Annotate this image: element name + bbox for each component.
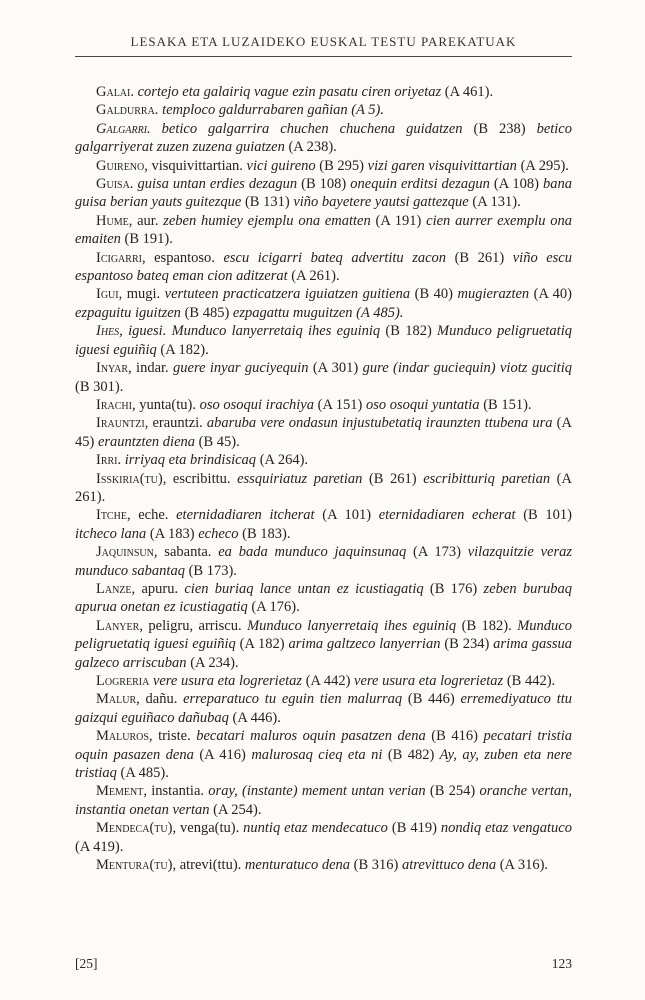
entry-segment: irriyaq eta brindisicaq (121, 452, 260, 469)
entry-segment: (A 442) (305, 673, 351, 689)
dictionary-entry (75, 322, 572, 359)
dictionary-entry (75, 819, 572, 856)
entry-segment: viño bayetere yautsi gattezque (289, 194, 473, 211)
entry-segment: (B 108) (301, 176, 347, 193)
entry-segment: Inyar (96, 360, 129, 377)
entry-segment: Hume (96, 212, 129, 229)
entry-segment: , indar. (128, 360, 174, 377)
entry-segment: nondiq etaz vengatuco (436, 820, 572, 837)
entry-segment: betico galgarriyerat zuzen zuzena guiatzen (75, 120, 572, 156)
entry-segment: guere inyar guciyequin (173, 360, 313, 377)
entry-segment: (A 301) (312, 360, 359, 377)
dictionary-entry (75, 451, 572, 469)
entry-segment: , espantoso. (141, 249, 224, 266)
entry-segment: , yunta(tu). (131, 396, 200, 413)
entry-segment: escribitturiq paretian (416, 470, 557, 487)
entry-segment: abaruba vere ondasun injustubetatiq iraunzten ttubena ura (206, 415, 557, 432)
entry-segment: Munduco peligruetatiq iguesi eguiñiq (75, 617, 572, 653)
dictionary-entry (75, 727, 572, 782)
entry-segment: (A 234). (190, 654, 239, 671)
entry-segment: Guisa. (96, 176, 134, 193)
header-rule (75, 56, 572, 57)
entry-segment: (A 151) (317, 396, 363, 413)
entry-segment: (B 254) (429, 783, 476, 800)
entry-segment: erreparatuco tu eguin tien malurraq (183, 691, 408, 708)
entry-segment: Igui (96, 286, 119, 303)
entry-segment: (B 316) (353, 857, 399, 874)
entry-segment: erremediyatuco ttu gaizqui eguiñaco dañubaq (75, 691, 572, 726)
page-header (75, 0, 572, 57)
entry-segment: itcheco lana (75, 525, 150, 542)
dictionary-entry (75, 83, 572, 101)
entry-segment: (A 416) (199, 746, 246, 763)
entry-segment: Irachi (96, 396, 132, 413)
entry-segment: , instantia. (143, 783, 209, 800)
entry-segment: (A 485). (120, 765, 169, 782)
entry-segment: vizi garen visquivittartian (364, 157, 521, 174)
entry-segment: (A 446). (232, 709, 281, 726)
entry-segment: (B 173). (188, 562, 237, 579)
entry-segment: , atrevi(ttu). (172, 857, 245, 874)
entry-segment: arima galtzeco lanyerrian (284, 636, 445, 653)
dictionary-entry (75, 396, 572, 414)
entry-segment: , venga(tu). (172, 820, 244, 837)
entry-segment: menturatuco dena (244, 857, 354, 874)
entry-segment: (B 45). (198, 433, 240, 450)
dictionary-entry (75, 285, 572, 322)
entry-segment: (A 101) (322, 507, 372, 524)
entry-segment: eternidadiaren echerat (371, 507, 524, 524)
entry-segment: (A 173) (413, 544, 461, 561)
dictionary-entry (75, 672, 572, 690)
entry-segment: oranche vertan, instantia onetan vertan (75, 783, 572, 818)
dictionary-entry (75, 580, 572, 617)
dictionary-entry (75, 212, 572, 249)
entry-segment: (A 316). (499, 857, 549, 874)
entry-segment: , mugi. (118, 286, 165, 303)
entry-segment: gure (indar guciequin) viotz gucitiq (358, 360, 572, 377)
entry-segment: (B 234) (444, 636, 490, 653)
entry-segment: (B 182) (385, 323, 432, 340)
entry-segment: (A 261). (291, 268, 340, 285)
entry-segment: cortejo eta galairiq vague ezin pasatu ciren oriyetaz (133, 84, 445, 100)
dictionary-entry (75, 506, 572, 543)
entry-segment: nuntiq etaz mendecatuco (243, 820, 392, 837)
dictionary-entry (75, 617, 572, 672)
signature-number: [25] (75, 956, 98, 971)
page-number: 123 (551, 956, 572, 971)
entry-segment: Icigarri (96, 249, 142, 266)
dictionary-entry (75, 543, 572, 580)
entry-segment: (A 182). (160, 341, 209, 358)
entry-segment: Mendeca(tu) (96, 820, 173, 837)
entry-segment: (B 485) (184, 304, 230, 321)
entry-segment: Mement (96, 783, 144, 800)
entry-segment: Isskiria(tu) (96, 470, 163, 487)
entry-segment: atrevittuco dena (398, 857, 500, 874)
entry-segment: (B 40) (414, 286, 453, 303)
entry-segment: (B 419) (391, 820, 437, 837)
entry-segment: (A 183) (149, 525, 195, 542)
entry-segment: (B 238) (473, 120, 526, 137)
entry-segment: Munduco peligruetatiq iguesi eguiñiq (75, 323, 572, 358)
entry-segment: Irauntzi (96, 415, 145, 432)
entry-segment: oso osoqui irachiya (199, 396, 318, 413)
entry-segment: mugierazten (452, 286, 534, 303)
entry-segment: (B 191). (124, 231, 173, 248)
entry-segment: Jaquinsun (96, 544, 154, 561)
entry-segment: ea bada munduco jaquinsunaq (218, 544, 414, 561)
entry-segment: (A 238). (288, 139, 337, 156)
entry-segment: guisa untan erdies dezagun (133, 176, 302, 193)
entry-segment: , apuru. (131, 580, 185, 597)
entry-segment: pecatari tristia oquin pasazen dena (75, 728, 572, 763)
dictionary-entry (75, 101, 572, 119)
entry-segment: , aur. (128, 212, 164, 229)
entry-segment: , eche. (126, 507, 177, 524)
entry-segment: vertuteen practicatzera iguiatzen guitiena (164, 286, 415, 303)
entry-segment: vici guireno (246, 157, 320, 174)
entry-segment: Maluros (96, 728, 149, 745)
entry-segment: oray, (instante) mement untan verian (208, 783, 430, 800)
dictionary-entry (75, 856, 572, 874)
entry-segment: (A 261). (75, 470, 572, 505)
entries (75, 83, 572, 874)
entry-segment: zeben burubaq apurua onetan ez icustiagatiq (75, 580, 572, 616)
dictionary-entry (75, 120, 572, 157)
entry-segment: (A 419). (75, 838, 124, 855)
entry-segment: zeben humiey ejemplu ona ematten (163, 212, 376, 229)
running-head-title: LESAKA ETA LUZAIDEKO EUSKAL TESTU PAREKATUAK (130, 34, 517, 49)
entry-segment: (A 182) (239, 636, 285, 653)
entry-segment: , escribittu. (162, 470, 238, 487)
entry-segment: Itche (96, 507, 127, 524)
entry-segment: Galai. (96, 84, 134, 100)
entry-segment: , erauntzi. (144, 415, 207, 432)
entry-segment: (B 442). (506, 673, 556, 689)
entry-segment: (B 101) (523, 507, 572, 524)
entry-segment: Munduco lanyerretaiq ihes eguiniq (247, 617, 462, 634)
entry-segment: viño escu espantoso bateq eman cion aditzerat (75, 249, 572, 285)
entry-segment: (A 461). (444, 84, 494, 100)
entry-segment: essquiriatuz paretian (237, 470, 369, 487)
entry-segment: malurosaq cieq eta ni (245, 746, 388, 763)
entry-segment: becatari maluros oquin pasatzen dena (196, 728, 432, 745)
dictionary-entry (75, 249, 572, 286)
entry-segment: (B 261) (454, 249, 505, 266)
entry-segment: (B 301). (75, 378, 124, 395)
entry-segment: ezpagattu muguitzen (A 485). (229, 304, 404, 321)
entry-segment: (B 151). (483, 396, 532, 413)
entry-segment: arima gassua galzeco arriscuban (75, 636, 572, 671)
entry-segment: Mentura(tu) (96, 857, 173, 874)
dictionary-entry (75, 359, 572, 396)
entry-segment: , triste. (148, 728, 197, 745)
entry-segment: onequin erditsi dezagun (346, 176, 494, 193)
entry-segment: , iguesi. Munduco lanyerretaiq ihes eguiniq (119, 323, 386, 340)
entry-segment: cien aurrer exemplu ona emaiten (75, 212, 572, 248)
entry-segment: Ihes (96, 323, 120, 340)
dictionary-entry (75, 782, 572, 819)
entry-segment: Ay, ay, zuben eta nere tristiaq (75, 746, 572, 782)
entry-segment: (B 295) (319, 157, 365, 174)
dictionary-entry (75, 175, 572, 212)
entry-segment: vere usura eta logrerietaz (350, 673, 507, 689)
dictionary-entry (75, 690, 572, 727)
entry-segment: (B 416) (431, 728, 478, 745)
entry-segment: (A 295). (520, 157, 569, 174)
entry-segment: eternidadiaren itcherat (176, 507, 323, 524)
entry-segment: (B 261) (368, 470, 417, 487)
entry-segment: betico galgarrira chuchen chuchena guidatzen (150, 120, 474, 137)
entry-segment: (B 446) (407, 691, 455, 708)
dictionary-entry (75, 414, 572, 451)
entry-segment: (B 182). (461, 617, 512, 634)
entry-segment: (B 176) (429, 580, 478, 597)
entry-segment: Lanze (96, 580, 132, 597)
entry-segment: (A 131). (472, 194, 521, 211)
entry-segment: vilazquitzie veraz munduco sabantaq (75, 544, 572, 579)
entry-segment: Irri. (96, 452, 122, 469)
entry-segment: Galdurra. (96, 102, 159, 119)
entry-segment: (A 191) (375, 212, 422, 229)
entry-segment: (B 131) (244, 194, 290, 211)
entry-segment: Logreria (96, 673, 150, 689)
entry-segment: , sabanta. (153, 544, 219, 561)
entry-segment: bana guisa berian yauts guitezque (75, 176, 572, 211)
entry-segment: oso osoqui yuntatia (362, 396, 484, 413)
entry-segment: (B 482) (387, 746, 435, 763)
entry-segment: , peligru, arriscu. (139, 617, 248, 634)
entry-segment: , visquivittartian. (144, 157, 247, 174)
entry-segment: , dañu. (136, 691, 184, 708)
entry-segment: echeco (194, 525, 243, 542)
entry-segment: escu icigarri bateq advertitu zacon (223, 249, 455, 266)
entry-segment: (A 108) (493, 176, 539, 193)
entry-segment: Malur (96, 691, 137, 708)
entry-segment: erauntzten diena (94, 433, 199, 450)
entry-segment: (A 40) (533, 286, 572, 303)
entry-segment: temploco galdurrabaren gañian (A 5). (158, 102, 384, 119)
page-footer (75, 956, 572, 972)
dictionary-entry (75, 157, 572, 175)
entry-segment: (A 264). (259, 452, 309, 469)
entry-segment: (A 176). (251, 599, 300, 616)
entry-segment: cien buriaq lance untan ez icustiagatiq (184, 580, 430, 597)
entry-segment: (A 45) (75, 415, 572, 450)
entry-segment: vere usura eta logrerietaz (149, 673, 306, 689)
dictionary-entry (75, 470, 572, 507)
entry-segment: Galgarri. (96, 120, 151, 137)
entry-segment: Lanyer (96, 617, 140, 634)
entry-segment: ezpaguitu iguitzen (75, 304, 185, 321)
entry-segment: (B 183). (242, 525, 291, 542)
entry-segment: (A 254). (213, 801, 262, 818)
entry-segment: Guireno (96, 157, 145, 174)
